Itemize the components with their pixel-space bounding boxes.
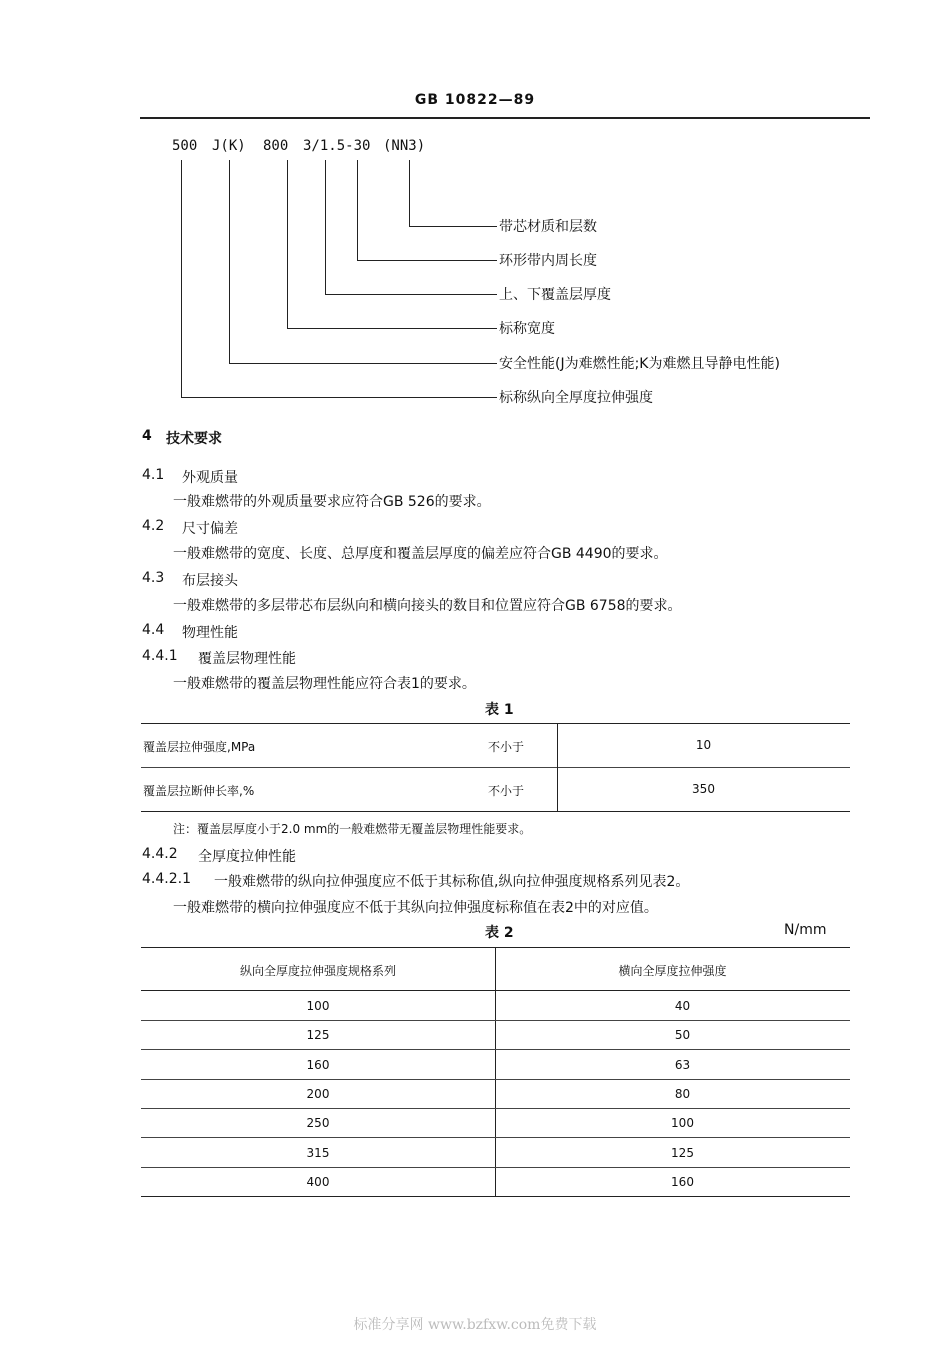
label-length: 环形带内周长度 — [499, 253, 597, 269]
section-4-4-1-number: 4.4.1 — [142, 648, 178, 664]
table-1-row-1-value: 10 — [695, 738, 712, 752]
table-2-row-5-a: 250 — [306, 1116, 330, 1130]
table-2-row-6-b: 125 — [671, 1146, 694, 1160]
table-2-row-7-b: 160 — [671, 1175, 694, 1189]
table-1-caption: 表 1 — [485, 702, 514, 718]
code-core: (NN3) — [383, 138, 426, 154]
table-1-row-1-cond: 不小于 — [488, 740, 525, 754]
table-2-header-col-1: 纵向全厚度拉伸强度规格系列 — [239, 964, 396, 978]
section-4-1-body: 一般难燃带的外观质量要求应符合GB 526的要求。 — [173, 494, 491, 510]
table-2-row-4-b: 80 — [674, 1087, 691, 1101]
table-2-row-rule — [141, 1049, 850, 1050]
section-4-2-body: 一般难燃带的宽度、长度、总厚度和覆盖层厚度的偏差应符合GB 4490的要求。 — [173, 546, 668, 562]
section-4-3-body: 一般难燃带的多层带芯布层纵向和横向接头的数目和位置应符合GB 6758的要求。 — [173, 598, 682, 614]
table-1-divider — [557, 723, 558, 811]
section-4-1-title: 外观质量 — [182, 470, 238, 486]
section-4-4-2-body-2: 一般难燃带的横向拉伸强度应不低于其纵向拉伸强度标称值在表2中的对应值。 — [173, 900, 658, 916]
table-2-row-rule — [141, 1137, 850, 1138]
code-thickness: 3/1.5-30 — [303, 138, 371, 154]
code-width: 800 — [263, 138, 289, 154]
label-thickness: 上、下覆盖层厚度 — [499, 287, 611, 303]
label-core: 带芯材质和层数 — [499, 219, 597, 235]
leader-h-thickness — [325, 294, 497, 295]
table-2-row-6-a: 315 — [306, 1146, 330, 1160]
table-2-row-1-a: 100 — [306, 999, 330, 1013]
leader-h-safety — [229, 363, 497, 364]
table-1-row-2-name: 覆盖层拉断伸长率,% — [143, 784, 255, 798]
table-2-row-rule — [141, 1079, 850, 1080]
leader-v-safety — [229, 160, 230, 363]
table-2-unit: N/mm — [784, 922, 827, 938]
leader-v-width — [287, 160, 288, 328]
label-strength: 标称纵向全厚度拉伸强度 — [499, 390, 653, 406]
label-width: 标称宽度 — [499, 321, 555, 337]
label-safety: 安全性能(J为难燃性能;K为难燃且导静电性能) — [499, 356, 780, 372]
table-2-row-5-b: 100 — [671, 1116, 694, 1130]
leader-h-width — [287, 328, 497, 329]
table-1-note: 注：覆盖层厚度小于2.0 mm的一般难燃带无覆盖层物理性能要求。 — [173, 822, 532, 836]
section-4-title: 技术要求 — [166, 431, 222, 447]
code-strength: 500 — [172, 138, 198, 154]
table-1-bottom-rule — [141, 811, 850, 812]
section-4-4-1-title: 覆盖层物理性能 — [198, 651, 296, 667]
leader-h-length — [357, 260, 497, 261]
header-rule — [140, 117, 870, 119]
section-4-4-2-1-body: 一般难燃带的纵向拉伸强度应不低于其标称值,纵向拉伸强度规格系列见表2。 — [214, 874, 690, 890]
table-2-row-3-b: 63 — [674, 1058, 691, 1072]
leader-v-thickness — [325, 160, 326, 294]
table-2-row-2-b: 50 — [674, 1028, 691, 1042]
table-1-row-1-name: 覆盖层拉伸强度,MPa — [143, 740, 256, 754]
table-2-row-2-a: 125 — [306, 1028, 330, 1042]
section-4-2-title: 尺寸偏差 — [182, 521, 238, 537]
table-1-top-rule — [141, 723, 850, 724]
table-2-row-rule — [141, 1108, 850, 1109]
standard-number: GB 10822—89 — [414, 92, 536, 108]
table-2-caption: 表 2 — [485, 925, 514, 941]
section-4-4-2-title: 全厚度拉伸性能 — [198, 849, 296, 865]
table-2-row-4-a: 200 — [306, 1087, 330, 1101]
table-2-row-rule — [141, 1020, 850, 1021]
leader-v-core — [409, 160, 410, 226]
leader-h-strength — [181, 397, 497, 398]
section-4-2-number: 4.2 — [142, 518, 165, 534]
section-4-4-2-number: 4.4.2 — [142, 846, 178, 862]
table-2-row-1-b: 40 — [674, 999, 691, 1013]
watermark-footer: 标准分享网 www.bzfxw.com免费下载 — [353, 1317, 597, 1333]
table-1-row-2-cond: 不小于 — [488, 784, 525, 798]
section-4-4-1-body: 一般难燃带的覆盖层物理性能应符合表1的要求。 — [173, 676, 476, 692]
section-4-4-number: 4.4 — [142, 622, 165, 638]
section-4-4-2-1-number: 4.4.2.1 — [142, 871, 191, 887]
code-safety: J(K) — [212, 138, 246, 154]
table-2-row-rule — [141, 1167, 850, 1168]
leader-v-strength — [181, 160, 182, 397]
leader-v-length — [357, 160, 358, 260]
section-4-3-title: 布层接头 — [182, 573, 238, 589]
section-4-1-number: 4.1 — [142, 467, 165, 483]
leader-h-core — [409, 226, 497, 227]
section-4-number: 4 — [142, 428, 152, 444]
table-1-mid-rule — [141, 767, 850, 768]
table-2-bottom-rule — [141, 1196, 850, 1197]
section-4-4-title: 物理性能 — [182, 625, 238, 641]
table-2-row-7-a: 400 — [306, 1175, 330, 1189]
table-1-row-2-value: 350 — [692, 782, 715, 796]
section-4-3-number: 4.3 — [142, 570, 165, 586]
table-2-row-3-a: 160 — [306, 1058, 330, 1072]
table-2-header-col-2: 横向全厚度拉伸强度 — [618, 964, 727, 978]
